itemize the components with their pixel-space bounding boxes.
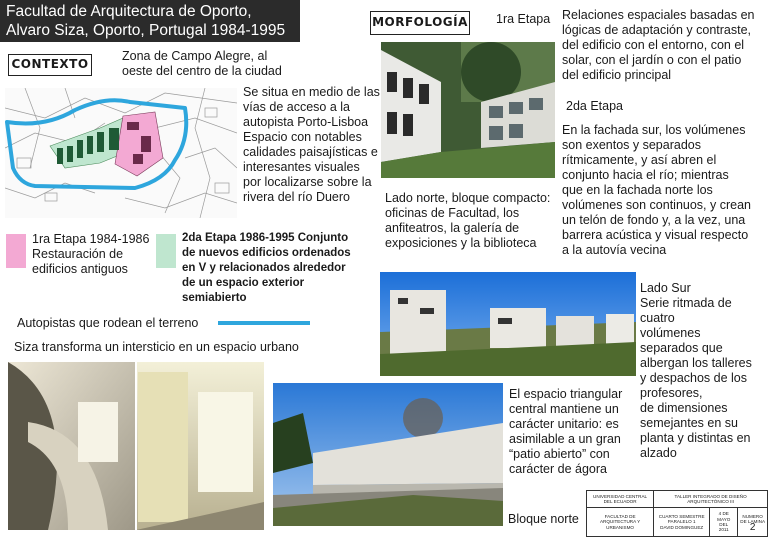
autopistas-label: Autopistas que rodean el terreno xyxy=(17,316,199,330)
north-block-photo xyxy=(381,42,555,178)
etapa2-heading: 2da Etapa xyxy=(566,99,623,113)
lado-sur-text: Lado Sur Serie ritmada de cuatro volúmenes separados que albergan los talleres y despachos de los profesores, de dimensiones semejantes en su planta y distintas en alzado xyxy=(640,281,752,460)
etapa1-heading: 1ra Etapa xyxy=(496,12,551,26)
lamina-number: 2 xyxy=(749,521,756,533)
header-title-line1: Facultad de Arquitectura de Oporto, xyxy=(6,3,252,20)
etapa2-swatch xyxy=(156,234,176,268)
fecha-cell: 4 DE MAYO DEL 2011 xyxy=(710,508,738,537)
page-header xyxy=(0,0,300,42)
taller-cell: TALLER INTEGRADO DE DISEÑO ARQUITECTÓNICO III xyxy=(654,491,768,508)
etapa1-legend: 1ra Etapa 1984-1986 Restauración de edificios antiguos xyxy=(32,232,150,276)
morfologia-label: MORFOLOGÍA xyxy=(370,11,470,35)
site-map xyxy=(5,88,237,218)
contexto-label: CONTEXTO xyxy=(8,54,92,76)
etapa2-legend: 2da Etapa 1986-1995 Conjunto de nuevos edificios ordenados en V y relacionados alrededor de un espacio exterior semiabierto xyxy=(182,232,351,304)
interior-photo xyxy=(8,362,264,530)
lado-norte-text: Lado norte, bloque compacto: oficinas de Facultad, los anfiteatros, la galería de exposiciones y la biblioteca xyxy=(385,191,551,250)
autopista-line-legend xyxy=(218,321,310,325)
title-block xyxy=(586,490,768,537)
fachada-text: En la fachada sur, los volúmenes son exentos y separados rítmicamente, y así abren el conjunto hacia el río; mientras que en la fachada norte los volúmenes son continuos, y crean un telón de fondo y, a la vez, una barrera acústica y visual respecto a la autovía vecina xyxy=(562,123,751,257)
bloque-norte-caption: Bloque norte xyxy=(508,512,579,526)
header-title-line2: Alvaro Siza, Oporto, Portugal 1984-1995 xyxy=(6,22,286,39)
bloque-norte-photo xyxy=(273,383,503,526)
south-side-photo xyxy=(380,272,636,376)
espacio-text: El espacio triangular central mantiene un carácter unitario: es asimilable a un gran “patio abierto” con carácter de ágora xyxy=(509,387,623,476)
siza-caption: Siza transforma un intersticio en un espacio urbano xyxy=(14,340,299,354)
numero-cell: NUMERO DE LAMINA 2 xyxy=(738,508,768,537)
univ-cell: UNIVERSIDAD CENTRAL DEL ECUADOR xyxy=(587,491,654,508)
etapa1-swatch xyxy=(6,234,26,268)
zona-text: Zona de Campo Alegre, al oeste del centro de la ciudad xyxy=(122,49,282,78)
situa-text: Se situa en medio de las vías de acceso a la autopista Porto-Lisboa Espacio con notables calidades paisajísticas e interesantes visuales por localizarse sobre la rivera del río Duero xyxy=(243,85,380,204)
cuarto-cell: CUARTO SEMESTRE PARALELO 1 DAVID DOMINGUEZ xyxy=(654,508,710,537)
relaciones-text: Relaciones espaciales basadas en lógicas de adaptación y contraste, del edificio con el entorno, con el solar, con el jardín o con el patio del edificio principal xyxy=(562,8,755,82)
facultad-cell: FACULTAD DE ARQUITECTURA Y URBANISMO xyxy=(587,508,654,537)
